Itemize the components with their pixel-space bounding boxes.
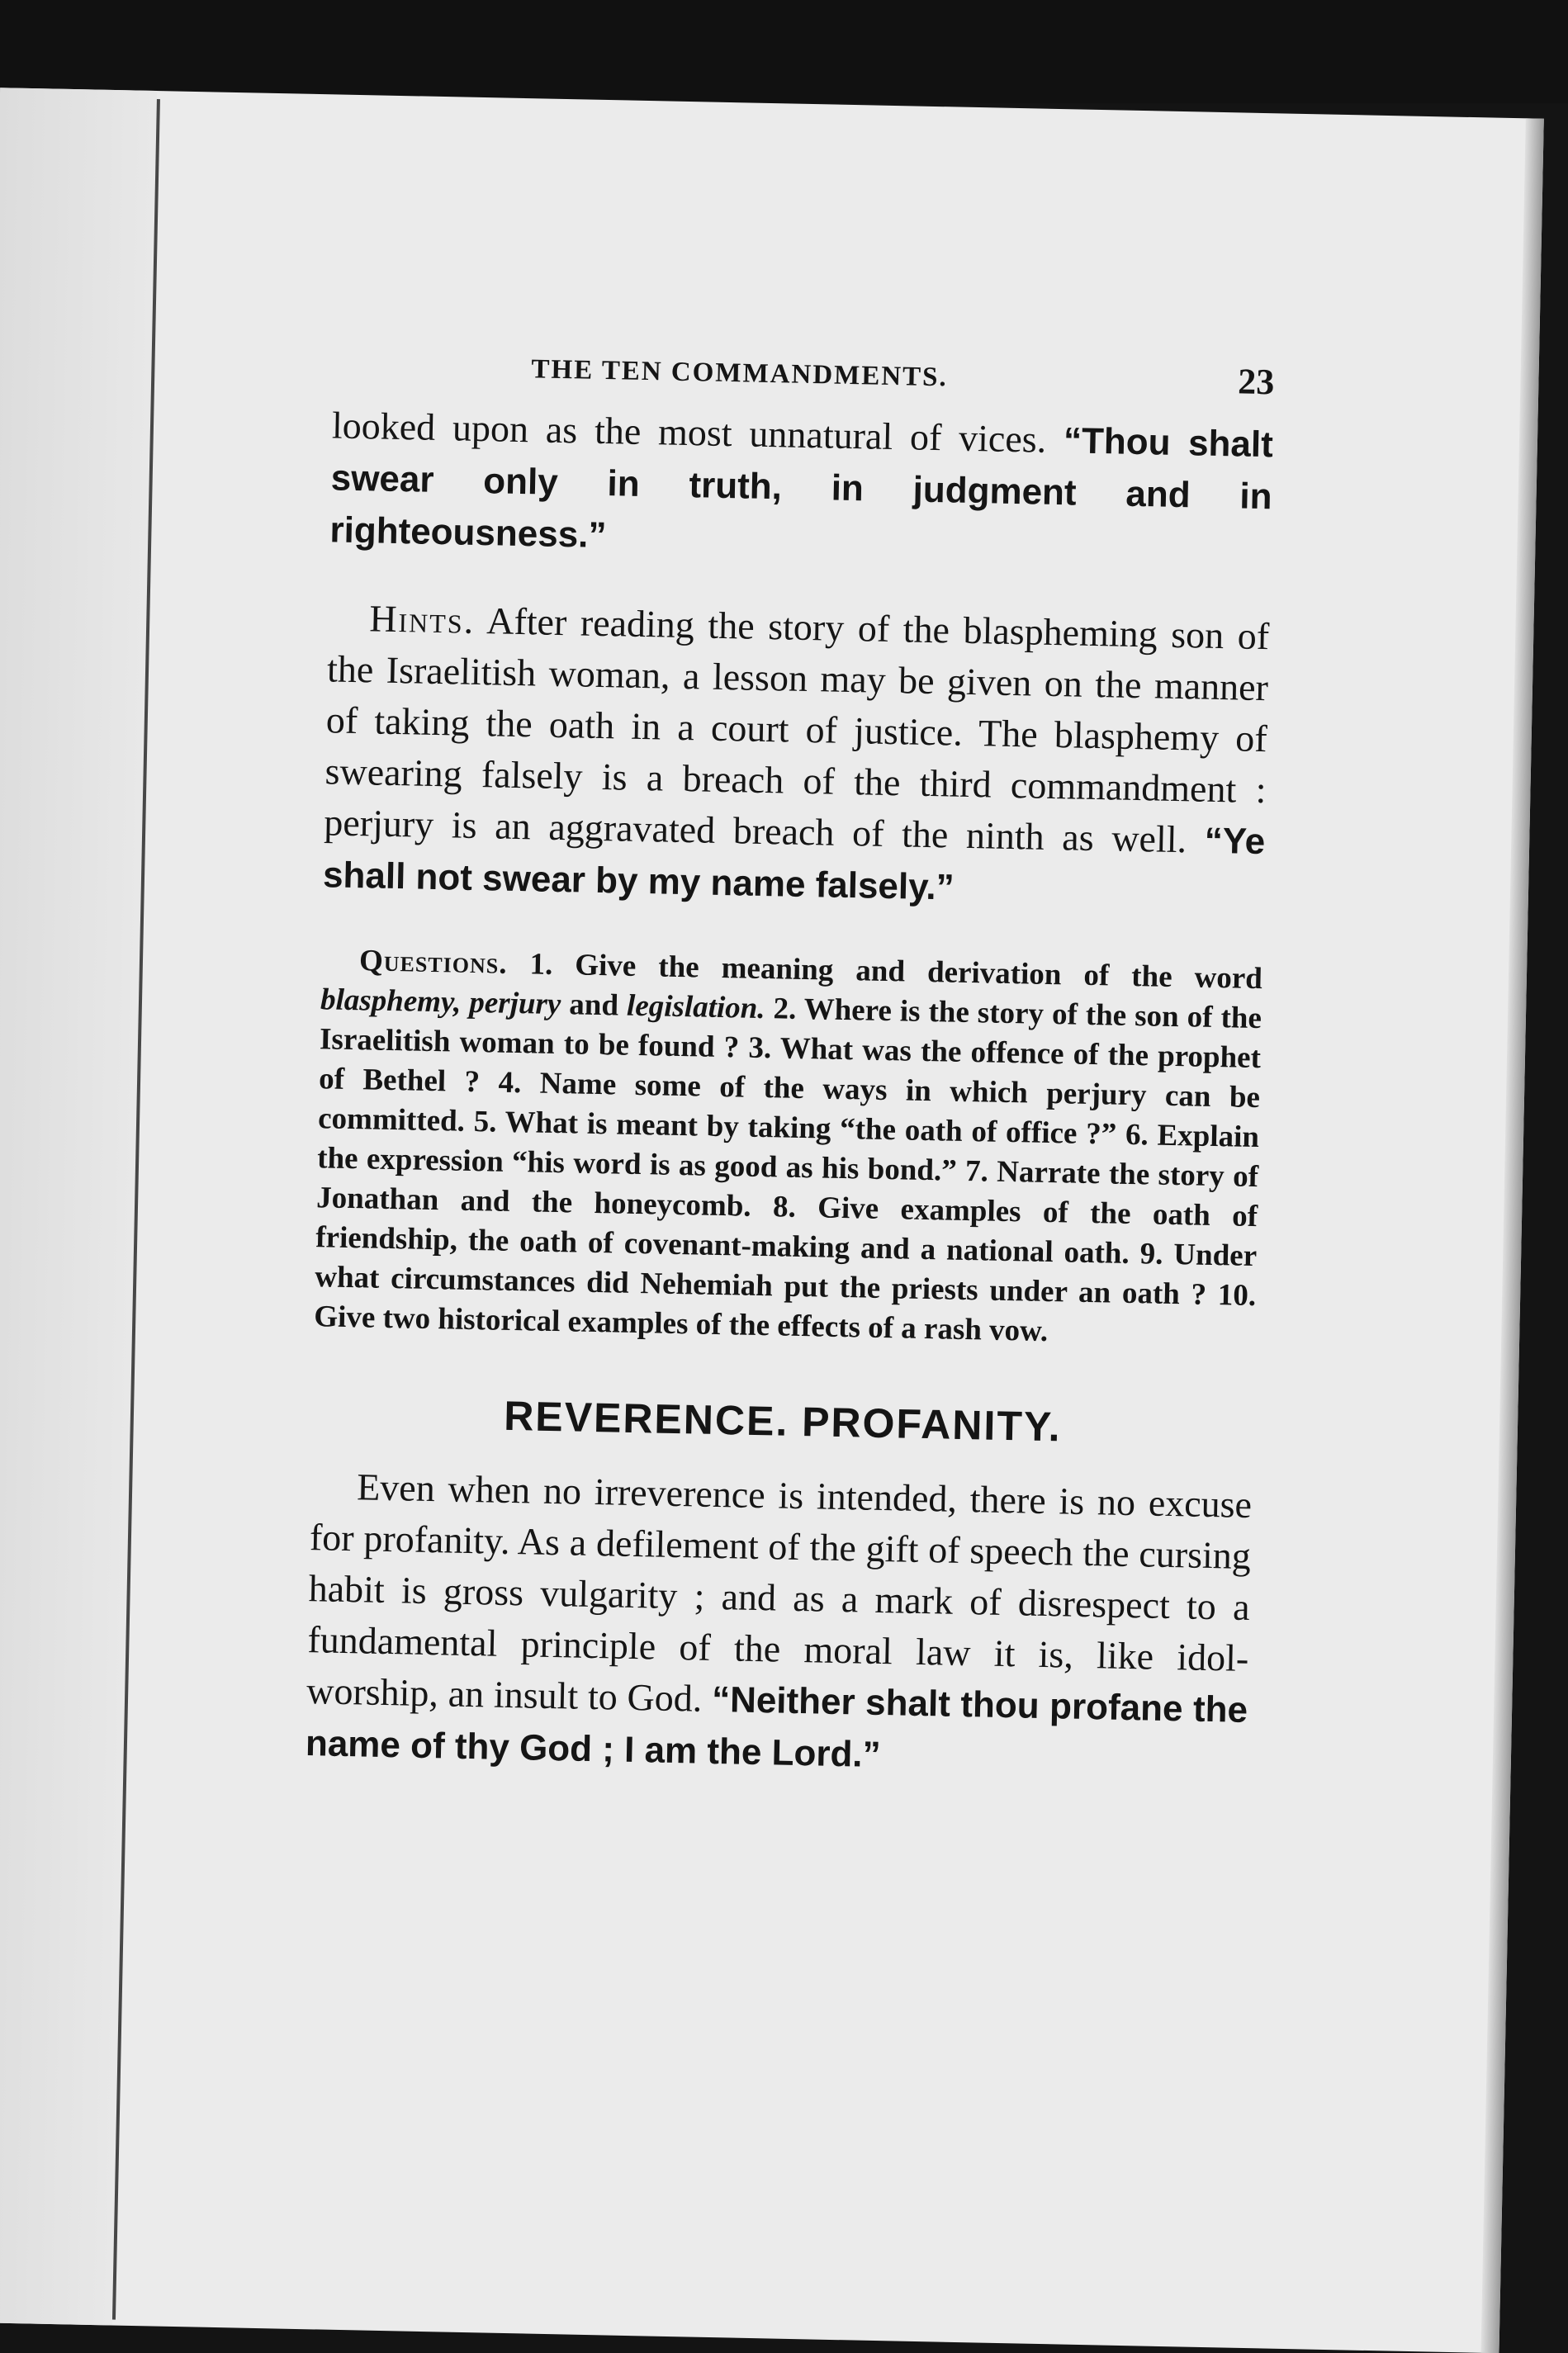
page-number: 23 (1237, 361, 1275, 403)
hints-text: After reading the story of the blaspheming son of the Israelitish woman, a lesson may be given on the manner of taking the oath in a court of justice. The blasphemy of swearing falsely is a breach of the third commandment : perjury is an aggravated breach of the ninth as well. (323, 599, 1270, 861)
questions-sep-2: and (560, 987, 628, 1023)
running-title: THE TEN COMMANDMENTS. (531, 354, 949, 393)
questions-text-2: 2. Where is the story of the son of the Israelitish woman to be found ? 3. What was the offence of the prophet of Bethel ? 4. Name some of the ways in which perjury can be committed. 5. What is meant by taking “the oath of office ?” 6. Explain the expression “his word is as good as his bond.” 7. Narrate the story of Jonathan and the honeycomb. 8. Give examples of the oath of friendship, the oath of covenant-making and a national oath. 9. Under what circumstances did Nehemiah put the priests under an oath ? 10. Give two historical examples of the effects of a rash vow. (313, 992, 1262, 1349)
reverence-text: Even when no irreverence is intended, there is no excuse for profanity. As a defilement of the gift of speech the cursing habit is gross vulgarity ; and as a mark of disrespect to a fundamental principle of the moral law it is, like idol-worship, an insult to God. (306, 1465, 1253, 1720)
page-right-edge (1480, 118, 1543, 2353)
questions-lead: Questions. (358, 944, 508, 981)
opening-paragraph (329, 400, 1274, 575)
questions-paragraph (314, 940, 1262, 1356)
hints-paragraph (322, 592, 1269, 920)
questions-text-1: 1. Give the meaning and derivation of the word (507, 946, 1263, 997)
term-legislation: legislation. (626, 988, 765, 1026)
scan-background (0, 0, 1568, 103)
reverence-paragraph (305, 1461, 1252, 1788)
term-perjury: perjury (468, 985, 561, 1022)
reverence-quote: “Neither shalt thou profane the name of thy God ; I am the Lord.” (305, 1678, 1248, 1776)
section-heading: REVERENCE. PROFANITY. (503, 1392, 1063, 1451)
opening-quote: “Thou shalt swear only in truth, in judgment and in righteousness.” (329, 420, 1274, 556)
hints-quote: “Ye shall not swear by my name falsely.” (322, 820, 1266, 908)
hints-lead: Hints. (368, 597, 476, 642)
term-blasphemy: blasphemy, (320, 982, 462, 1020)
facing-page-edge (0, 88, 157, 2325)
page-content (305, 342, 1274, 1788)
book-page (0, 88, 1544, 2353)
opening-text: looked upon as the most unnatural of vices. (331, 404, 1064, 462)
